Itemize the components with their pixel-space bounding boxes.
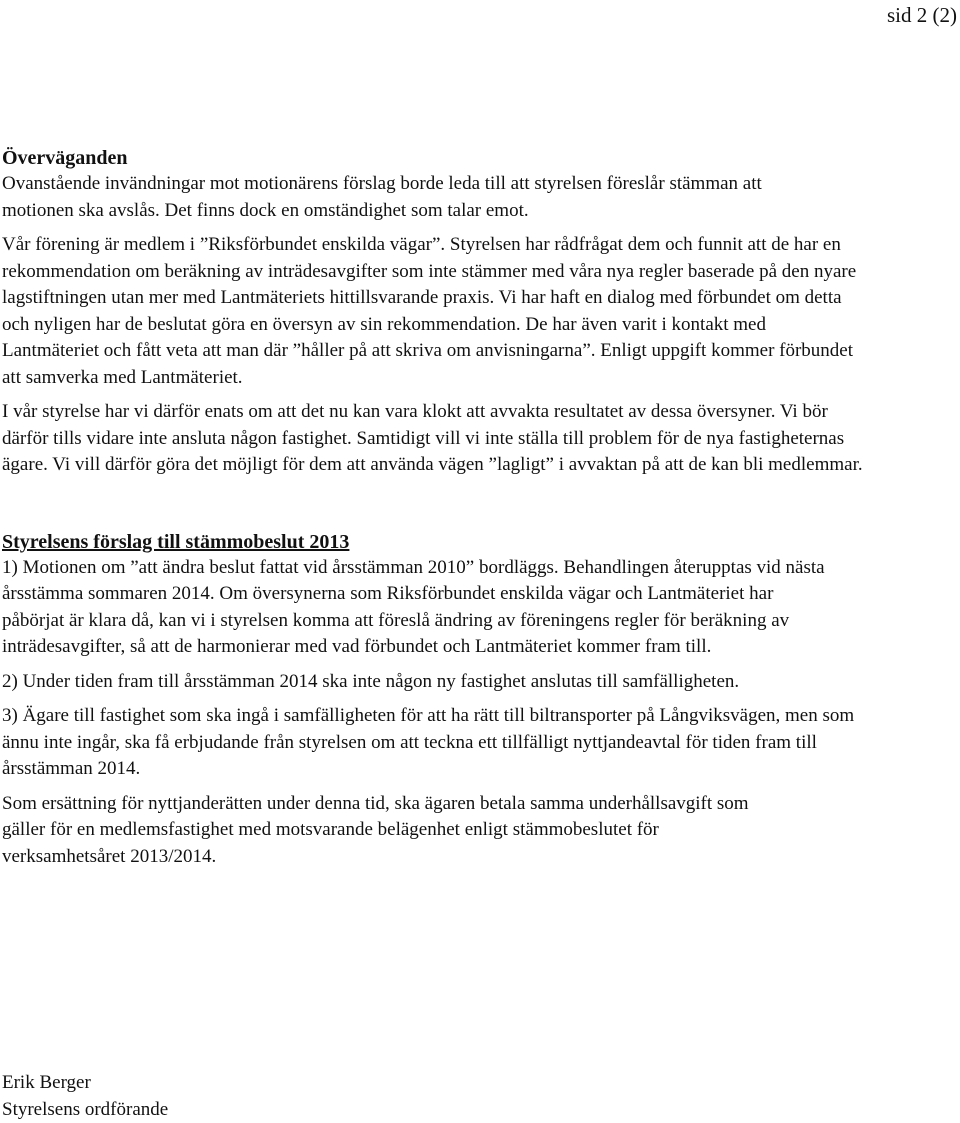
paragraph-considerations-3: I vår styrelse har vi därför enats om att det nu kan vara klokt att avvakta resultatet av dessa översyner. Vi bör därför tills vidare inte ansluta någon fastighet. Samtidigt vill vi inte ställa till problem för de nya fastigheternas ägare. Vi vill därför göra det möjligt för dem att använda vägen ”lagligt” i avvaktan på att de kan bli medlemmar. (2, 401, 863, 475)
signatory-title: Styrelsens ordförande (2, 1099, 169, 1120)
signature-block (2, 1069, 168, 1123)
page-number: sid 2 (2) (887, 3, 957, 27)
proposal-item-2: 2) Under tiden fram till årsstämman 2014 ska inte någon ny fastighet anslutas till samfälligheten. (2, 670, 740, 692)
proposal-item-3: 3) Ägare till fastighet som ska ingå i samfälligheten för att ha rätt till biltransporter på Långviksvägen, men som ännu inte ingår, ska få erbjudande från styrelsen om att teckna ett tillfälligt nyttjandeavtal för tiden fram till årsstämman 2014. (2, 705, 855, 779)
signatory-name: Erik Berger (2, 1072, 91, 1093)
paragraph-considerations-1: Ovanstående invändningar mot motionärens förslag borde leda till att styrelsen föreslår stämman att motionen ska avslås. Det finns dock en omständighet som talar emot. (2, 173, 762, 221)
proposal-compensation: Som ersättning för nyttjanderätten under denna tid, ska ägaren betala samma underhållsavgift som gäller för en medlemsfastighet med motsvarande belägenhet enligt stämmobeslutet för verksamhetsåret 2013/2014. (2, 792, 749, 867)
proposal-item-1: 1) Motionen om ”att ändra beslut fattat vid årsstämman 2010” bordläggs. Behandlingen återupptas vid nästa årsstämma sommaren 2014. Om översynerna som Riksförbundet enskilda vägar och Lantmäteriet har påbörjat är klara då, kan vi i styrelsen komma att föreslå ändring av föreningens regler för beräkning av inträdesavgifter, så att de harmonierar med vad förbundet och Lantmäteriet kommer fram till. (2, 556, 825, 657)
paragraph-considerations-2: Vår förening är medlem i ”Riksförbundet enskilda vägar”. Styrelsen har rådfrågat dem och funnit att de har en rekommendation om beräkning av inträdesavgifter som inte stämmer med våra nya regler baserade på den nyare lagstiftningen utan mer med Lantmäteriets hittillsvarande praxis. Vi har haft en dialog med förbundet om detta och nyligen har de beslutat göra en översyn av sin rekommendation. De har även varit i kontakt med Lantmäteriet och fått veta att man där ”håller på att skriva om anvisningarna”. Enligt uppgift kommer förbundet att samverka med Lantmäteriet. (2, 234, 857, 388)
section-heading-proposal: Styrelsens förslag till stämmobeslut 2013 (2, 530, 350, 553)
section-heading-considerations: Överväganden (2, 147, 128, 169)
document-body (2, 145, 954, 870)
